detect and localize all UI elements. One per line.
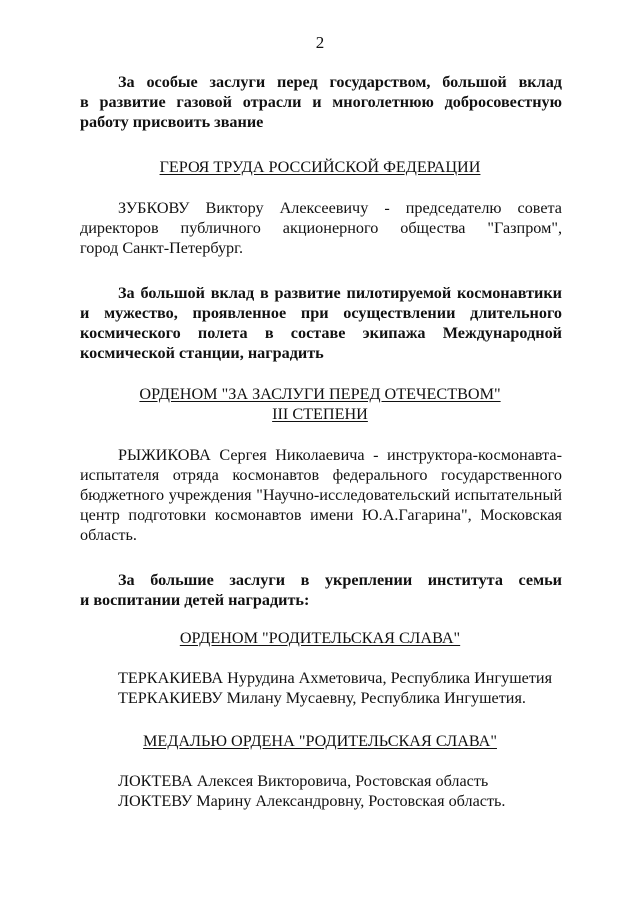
text-line: испытателя отряда космонавтов федерального государственного	[80, 466, 562, 484]
page-number: 2	[315, 33, 325, 52]
text-line: город Санкт-Петербург.	[80, 239, 243, 257]
decree-intro-paragraph	[80, 283, 562, 363]
decree-intro-paragraph	[80, 72, 562, 132]
text-line: За большие заслуги в укреплении института семьи	[118, 571, 562, 589]
text-line: бюджетного учреждения "Научно-исследовательский испытательный	[80, 486, 562, 504]
recipient-line: ЛОКТЕВУ Марину Александровну, Ростовская область.	[118, 792, 506, 810]
recipient-paragraph	[80, 198, 562, 258]
text-line: центр подготовки космонавтов имени Ю.А.Гагарина", Московская	[80, 506, 562, 524]
recipient-paragraph	[80, 445, 562, 545]
recipient-line: ТЕРКАКИЕВУ Милану Мусаевну, Республика Ингушетия.	[118, 689, 526, 707]
order-heading: ОРДЕНОМ "РОДИТЕЛЬСКАЯ СЛАВА"	[179, 629, 461, 647]
award-title-heading: ГЕРОЯ ТРУДА РОССИЙСКОЙ ФЕДЕРАЦИИ	[159, 158, 481, 176]
text-line: и мужество, проявленное при осуществлении длительного	[80, 304, 562, 322]
text-line: За большой вклад в развитие пилотируемой космонавтики	[118, 284, 562, 302]
text-line: область.	[80, 526, 137, 544]
text-line: космической станции, наградить	[80, 344, 324, 362]
text-line: работу присвоить звание	[80, 113, 264, 131]
medal-heading: МЕДАЛЬЮ ОРДЕНА "РОДИТЕЛЬСКАЯ СЛАВА"	[143, 732, 497, 750]
decree-intro-paragraph	[80, 570, 562, 610]
recipient-line: ЛОКТЕВА Алексея Викторовича, Ростовская область	[118, 772, 489, 790]
recipient-line: ТЕРКАКИЕВА Нурудина Ахметовича, Республика Ингушетия	[118, 669, 553, 687]
text-line: и воспитании детей наградить:	[80, 591, 310, 609]
text-line: в развитие газовой отрасли и многолетнюю добросовестную	[80, 93, 562, 111]
text-line: директоров публичного акционерного общества "Газпром",	[80, 219, 562, 237]
text-line: За особые заслуги перед государством, большой вклад	[118, 73, 562, 91]
text-line: космического полета в составе экипажа Международной	[80, 324, 562, 342]
order-heading: ОРДЕНОМ "ЗА ЗАСЛУГИ ПЕРЕД ОТЕЧЕСТВОМ"	[139, 385, 501, 403]
text-line: ЗУБКОВУ Виктору Алексеевичу - председателю совета	[118, 199, 562, 217]
text-line: РЫЖИКОВА Сергея Николаевича - инструктора-космонавта-	[118, 446, 562, 464]
order-degree-heading: III СТЕПЕНИ	[272, 405, 368, 423]
